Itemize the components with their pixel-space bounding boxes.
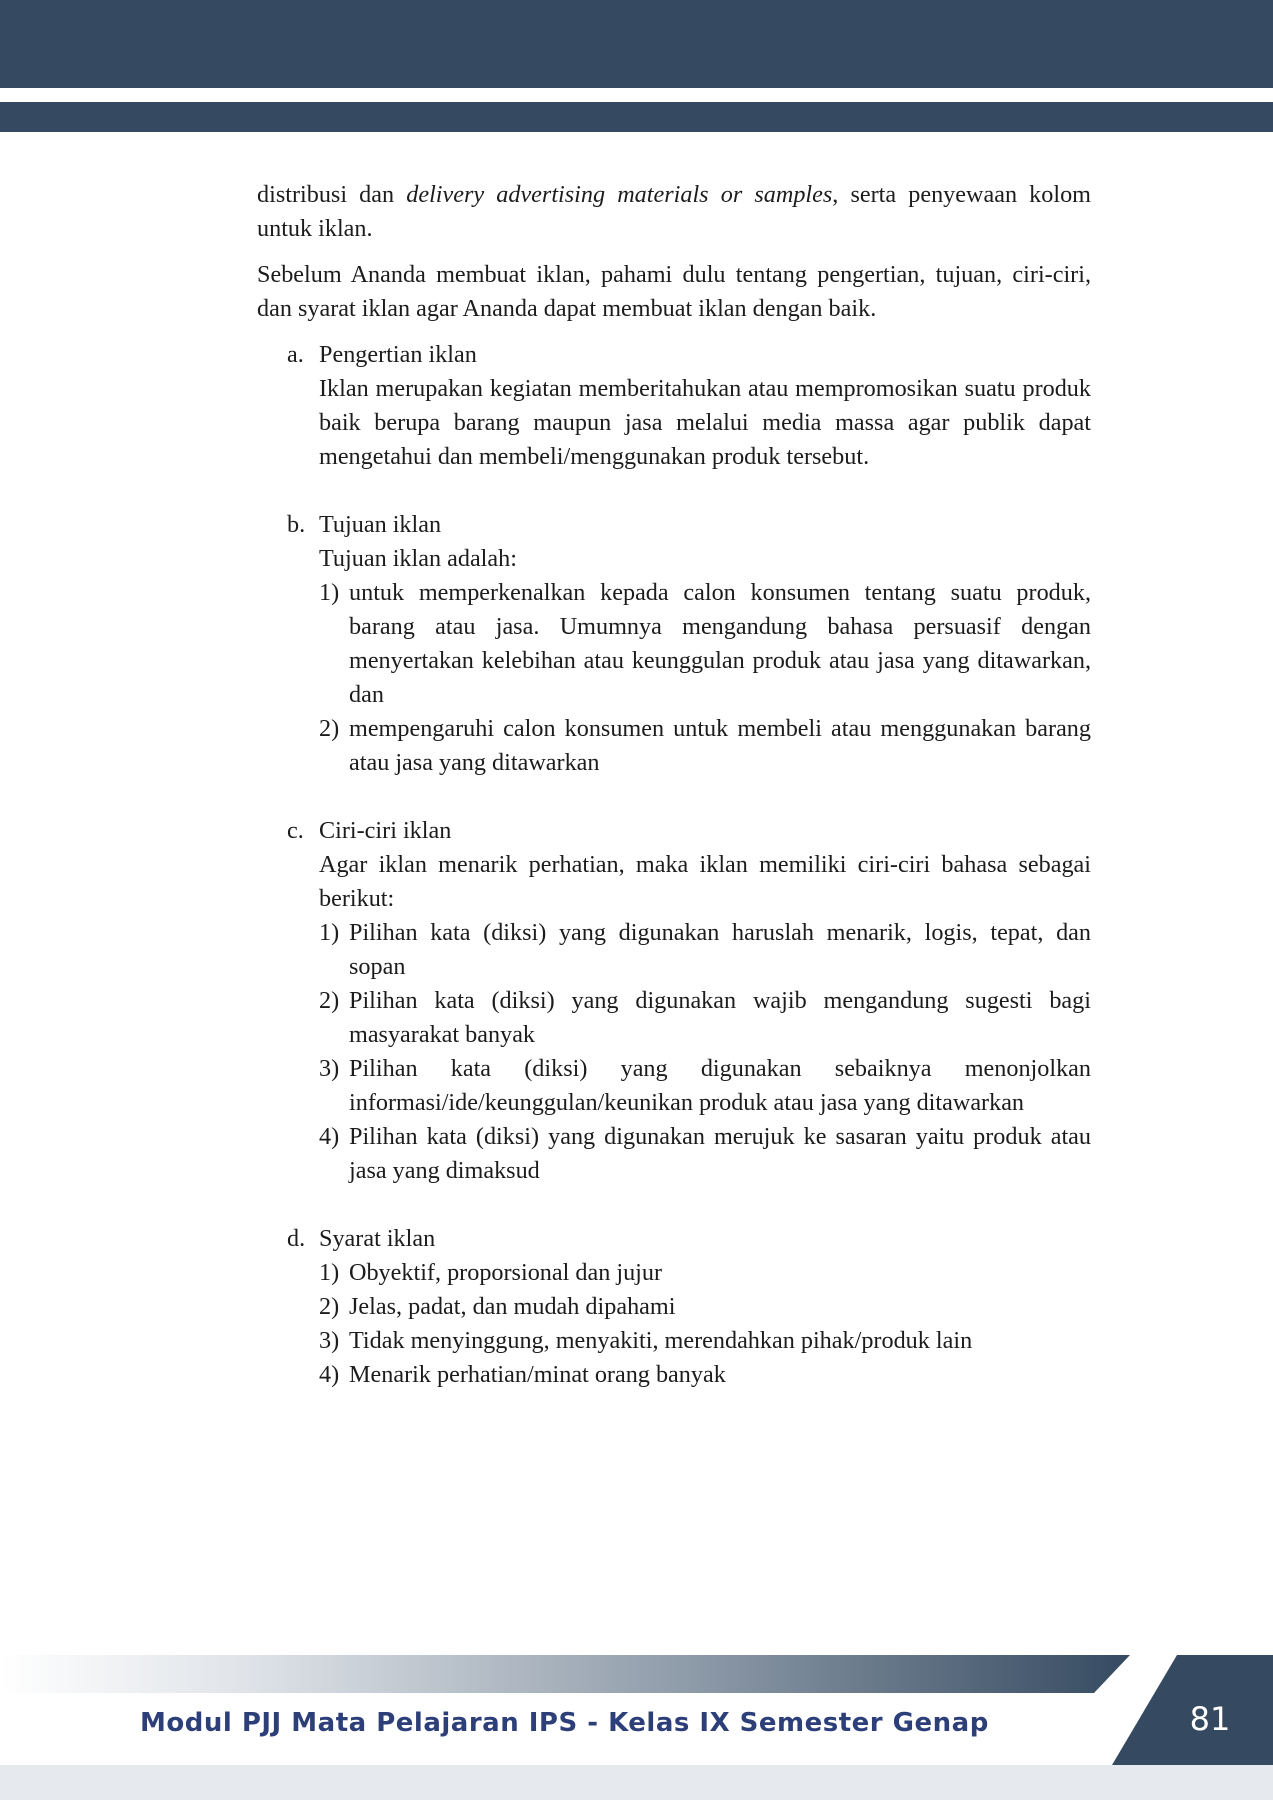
list-item-text: Pilihan kata (diksi) yang digunakan merujuk ke sasaran yaitu produk atau jasa yang dimaksud (349, 1123, 1091, 1184)
list-item-number: 4) (319, 1361, 340, 1388)
list-item (319, 1256, 1091, 1290)
list-item (319, 984, 1091, 1052)
list-item (319, 1324, 1091, 1358)
list-item (319, 1290, 1091, 1324)
section-letter: c. (287, 817, 304, 844)
intro-paragraph-1: distribusi dan delivery advertising materials or samples, serta penyewaan kolom untuk iklan. (257, 181, 1091, 242)
section-tujuan (257, 508, 1091, 780)
list-item (319, 1358, 1091, 1392)
intro-italic-phrase: delivery advertising materials or samples (406, 181, 833, 208)
list-item-number: 3) (319, 1055, 340, 1082)
list-item-text: Menarik perhatian/minat orang banyak (349, 1361, 726, 1388)
header-band-bottom (0, 102, 1273, 132)
list-item (319, 916, 1091, 984)
list-item-number: 3) (319, 1327, 340, 1354)
list-item-number: 4) (319, 1123, 340, 1150)
page-number: 81 (1189, 1700, 1231, 1738)
section-body: Agar iklan menarik perhatian, maka iklan memiliki ciri-ciri bahasa sebagai berikut: (319, 851, 1091, 912)
list-item (319, 1052, 1091, 1120)
section-pengertian (257, 338, 1091, 474)
section-letter: a. (287, 341, 304, 368)
list-item (319, 576, 1091, 712)
list-item-text: mempengaruhi calon konsumen untuk membeli atau menggunakan barang atau jasa yang ditawarkan (349, 715, 1091, 776)
intro-paragraph-2: Sebelum Ananda membuat iklan, pahami dulu tentang pengertian, tujuan, ciri-ciri, dan syarat iklan agar Ananda dapat membuat iklan dengan baik. (257, 261, 1091, 322)
list-item-text: Obyektif, proporsional dan jujur (349, 1259, 663, 1286)
list-item-number: 1) (319, 579, 340, 606)
section-ciri-ciri (257, 814, 1091, 1188)
list-item (319, 1120, 1091, 1188)
section-letter: d. (287, 1225, 306, 1252)
header-band-top (0, 0, 1273, 88)
section-title: Ciri-ciri iklan (319, 817, 452, 844)
list-item (319, 712, 1091, 780)
section-title: Syarat iklan (319, 1225, 436, 1252)
list-item-text: Pilihan kata (diksi) yang digunakan sebaiknya menonjolkan informasi/ide/keunggulan/keunikan produk atau jasa yang ditawarkan (349, 1055, 1091, 1116)
section-syarat (257, 1222, 1091, 1392)
list-item-text: Pilihan kata (diksi) yang digunakan haruslah menarik, logis, tepat, dan sopan (349, 919, 1091, 980)
list-item-text: Tidak menyinggung, menyakiti, merendahkan pihak/produk lain (349, 1327, 973, 1354)
list-item-number: 2) (319, 715, 340, 742)
list-item-text: Jelas, padat, dan mudah dipahami (349, 1293, 676, 1320)
footer-bottom-strip (0, 1765, 1273, 1800)
list-item-text: untuk memperkenalkan kepada calon konsumen tentang suatu produk, barang atau jasa. Umumnya mengandung bahasa persuasif dengan menyertakan kelebihan atau keunggulan produk atau jasa yang ditawarkan, dan (349, 579, 1091, 708)
list-item-number: 1) (319, 919, 340, 946)
section-body: Tujuan iklan adalah: (319, 545, 517, 572)
footer-module-title: Modul PJJ Mata Pelajaran IPS - Kelas IX Semester Genap (140, 1708, 989, 1738)
list-item-number: 1) (319, 1259, 340, 1286)
section-body: Iklan merupakan kegiatan memberitahukan atau mempromosikan suatu produk baik berupa barang maupun jasa melalui media massa agar publik dapat mengetahui dan membeli/menggunakan produk tersebut. (319, 375, 1091, 470)
section-title: Pengertian iklan (319, 341, 477, 368)
list-item-text: Pilihan kata (diksi) yang digunakan wajib mengandung sugesti bagi masyarakat banyak (349, 987, 1091, 1048)
footer-gradient-bar (0, 1655, 1130, 1693)
list-item-number: 2) (319, 987, 340, 1014)
list-item-number: 2) (319, 1293, 340, 1320)
page-content (257, 178, 1091, 1392)
section-title: Tujuan iklan (319, 511, 442, 538)
section-letter: b. (287, 511, 306, 538)
